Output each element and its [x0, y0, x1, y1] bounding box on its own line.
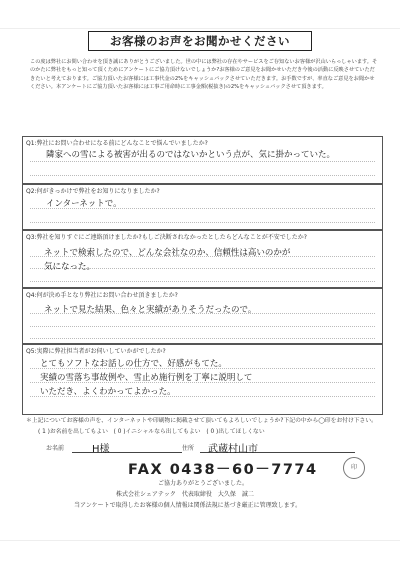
q3-label: Q3:弊社を知りすぐにご連絡頂けましたか?もしご決断されなかったとしたらどんなことが不安でしたか? — [26, 234, 307, 241]
q2-label: Q2:何がきっかけで弊社をお知りになりましたか? — [26, 188, 160, 195]
thanks-text: ご協力ありがとうございました。 — [158, 480, 249, 487]
publish-options: ( 1 )お名前を出してもよい ( 0 )イニシャルなら出してもよい ( 0 )出してほしくない — [38, 429, 265, 435]
publish-note: ＊上記についてお客様の声を、インターネットや印刷物に掲載させて頂いてもよろしいでしょうか?下記の中から◯印をお付け下さい。 — [26, 418, 377, 424]
intro-text: この度は弊社にお問い合わせを頂き誠にありがとうございました。世の中には弊社の存在やサービスをご存知ないお客様が沢山いらっしゃいます。そのかたに弊社をもっと知って頂くためにアンケートにご協力頂けないでしょうか?お客様のご意見をお聞かせいただき今後の活動に反映させていただきたいと考えております。ご協力頂いたお客様には工事代金の2%をキャッシュバックさせていただきます。お手数ですが、率直なご意見をお聞かせください。本アンケートにご協力頂いたお客様には工事ご用命時に工事金額(税抜き)の2%をキャッシュバックさせて頂きます。 — [30, 59, 378, 90]
q1-answer-line-1: 隣家への雪による被害が出るのではないかという点が、気に掛かっていた。 — [46, 150, 336, 160]
q3-answer-line-1: ネットで検索したので、どんな会社なのか、信頼性は高いのかが — [44, 248, 291, 258]
q5-answer-line-2: 実績の雪落ち事故例や、雪止め施行例を丁寧に説明して — [40, 373, 253, 383]
q5-answer-line-1: とてもソフトなお話しの仕方で、好感がもてた。 — [40, 359, 227, 369]
fax-footer-area — [0, 540, 400, 566]
fax-header-area — [0, 0, 400, 29]
address-label: 住所 — [182, 445, 195, 452]
page-title: お客様のお声をお聞かせください — [88, 31, 312, 51]
name-label: お名前 — [46, 445, 65, 452]
q3-answer-line-2: 気になった。 — [44, 262, 96, 272]
fax-number: FAX 0438－60－7774 — [128, 462, 318, 478]
q5-label: Q5:実際に弊社担当者がお伺いしていかがでしたか? — [26, 348, 166, 355]
privacy-text: 当アンケートで取得したお客様の個人情報は関係法規に基づき厳正に管理致します。 — [74, 502, 302, 509]
address-value: 武蔵村山市 — [208, 444, 258, 455]
q5-answer-line-3: いただき、よくわかってよかった。 — [40, 387, 176, 397]
company-text: 株式会社シェアテック 代表取締役 大久保 誠二 — [116, 491, 254, 498]
q2-answer-line-1: インターネットで。 — [46, 199, 122, 209]
received-stamp: 印 — [343, 457, 365, 479]
name-value: H様 — [92, 444, 110, 455]
q4-label: Q4:何が決め手となり弊社にお問い合わせ頂きましたか? — [26, 292, 178, 299]
q4-answer-line-1: ネットで見た結果、色々と実績がありそうだったので。 — [44, 305, 257, 315]
q1-label: Q1:弊社にお問い合わせになる前にどんなことで悩んでいましたか? — [26, 140, 208, 147]
